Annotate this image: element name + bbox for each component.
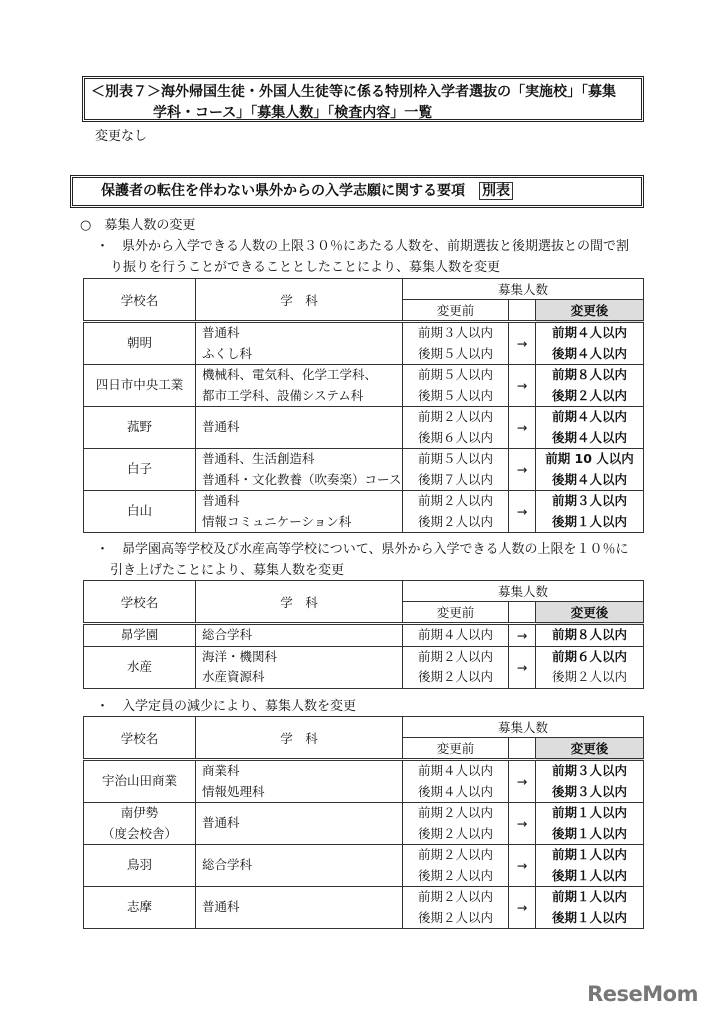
school-cell: [84, 365, 196, 407]
after-cell: [536, 887, 644, 929]
quota-before: 後期４人以内: [417, 783, 493, 799]
arrow-cell: [509, 845, 536, 887]
quota-after: 前期１人以内: [552, 889, 628, 904]
after-cell: [536, 322, 644, 365]
quota-before: 前期４人以内: [417, 627, 493, 642]
dept-name: 情報コミュニケーション科: [202, 513, 352, 529]
quota-after: 前期８人以内: [552, 627, 628, 642]
after-cell: [536, 760, 644, 803]
header-dept: 学 科: [196, 279, 403, 322]
school-cell: [84, 491, 196, 533]
school-cell: [84, 646, 196, 688]
quota-before: 前期２人以内: [417, 847, 493, 862]
quota-after: 前期１人以内: [552, 805, 628, 820]
before-cell: [403, 646, 509, 688]
table-row: [84, 365, 644, 407]
quota-after: 後期１人以内: [552, 867, 628, 883]
dept-cell: [196, 760, 403, 803]
dept-cell: [196, 803, 403, 845]
arrow-cell: [509, 760, 536, 803]
guideline-title: 保護者の転住を伴わない県外からの入学志願に関する要項: [101, 183, 465, 199]
section-heading: ○ 募集人数の変更: [80, 218, 196, 233]
quota-before: 前期２人以内: [417, 889, 493, 904]
arrow-cell: [509, 365, 536, 407]
quota-table-3: [83, 716, 644, 929]
header-arrow-spacer: [509, 602, 536, 624]
quota-after: 後期１人以内: [552, 513, 628, 529]
dept-name: 海洋・機関科: [202, 648, 278, 664]
school-cell: [84, 803, 196, 845]
quota-after: 前期３人以内: [552, 493, 628, 508]
school-name: 志摩: [126, 899, 152, 915]
school-name: 白子: [126, 461, 152, 477]
after-cell: [536, 407, 644, 449]
after-cell: [536, 365, 644, 407]
quota-after: 後期３人以内: [552, 783, 628, 799]
table-row: [84, 845, 644, 887]
quota-before: 後期２人以内: [417, 867, 493, 883]
quota-after: 後期１人以内: [552, 909, 628, 925]
before-cell: [403, 760, 509, 803]
school-name: 水産: [126, 658, 152, 674]
table-row: [84, 760, 644, 803]
dept-name: 普通科: [202, 419, 240, 435]
quota-before: 後期２人以内: [417, 825, 493, 841]
arrow-icon: →: [516, 659, 528, 675]
arrow-icon: →: [516, 462, 528, 477]
table-row: [84, 624, 644, 647]
before-cell: [403, 624, 509, 647]
dept-name: 普通科: [202, 493, 240, 508]
before-cell: [403, 887, 509, 929]
bullet2-line1: ・ 昴学園高等学校及び水産高等学校について、県外から入学できる人数の上限を１０％に: [96, 542, 629, 557]
school-name: 朝明: [126, 335, 152, 351]
arrow-icon: →: [516, 420, 528, 435]
header-arrow-spacer: [509, 738, 536, 760]
arrow-cell: [509, 803, 536, 845]
dept-cell: [196, 322, 403, 365]
header-before: 変更前: [403, 300, 509, 322]
header-quota: 募集人数: [403, 717, 644, 738]
dept-cell: [196, 449, 403, 491]
quota-before: 後期２人以内: [417, 669, 493, 684]
after-cell: [536, 449, 644, 491]
school-name: 昴学園: [120, 627, 159, 642]
header-row: [84, 717, 644, 738]
header-school: 学校名: [84, 279, 196, 322]
arrow-icon: →: [516, 900, 528, 915]
before-cell: [403, 845, 509, 887]
arrow-cell: [509, 624, 536, 647]
quota-table-2: [83, 580, 644, 689]
dept-cell: [196, 887, 403, 929]
guideline-title-box: [70, 175, 644, 208]
quota-after: 前期４人以内: [552, 409, 628, 424]
school-name: （度会校舎）: [101, 825, 177, 841]
header-quota: 募集人数: [403, 581, 644, 602]
quota-before: 後期７人以内: [417, 471, 493, 487]
header-dept: 学 科: [196, 717, 403, 760]
dept-name: 機械科、電気科、化学工学科、: [202, 367, 378, 382]
school-name: 菰野: [126, 419, 152, 435]
header-after: 変更後: [536, 602, 644, 624]
table-row: [84, 449, 644, 491]
school-cell: [84, 845, 196, 887]
before-cell: [403, 365, 509, 407]
header-row: [84, 279, 644, 300]
quota-before: 後期５人以内: [417, 387, 493, 403]
table-row: [84, 646, 644, 688]
header-school: 学校名: [84, 581, 196, 624]
arrow-icon: →: [516, 627, 528, 643]
school-name: 鳥羽: [126, 857, 152, 873]
bullet3-line1: ・ 入学定員の減少により、募集人数を変更: [96, 699, 357, 714]
quota-after: 前期４人以内: [552, 325, 628, 340]
no-change-note: 変更なし: [95, 129, 148, 144]
quota-after: 前期 10 人以内: [545, 451, 634, 466]
header-row: [84, 581, 644, 602]
dept-name: 普通科・文化教養（吹奏楽）コース: [202, 471, 402, 487]
quota-before: 後期２人以内: [417, 513, 493, 529]
school-cell: [84, 624, 196, 647]
before-cell: [403, 449, 509, 491]
arrow-icon: →: [516, 504, 528, 519]
dept-name: 情報処理科: [202, 783, 265, 799]
header-before: 変更前: [403, 738, 509, 760]
dept-name: 商業科: [202, 763, 240, 778]
school-name: 宇治山田商業: [101, 773, 177, 789]
appendix-7-title-line2: 学科・コース」「募集人数」「検査内容」一覧: [153, 105, 433, 121]
appendix-7-title-line1: ＜別表７＞海外帰国生徒・外国人生徒等に係る特別枠入学者選抜の「実施校」「募集: [91, 84, 616, 100]
quota-before: 前期２人以内: [417, 805, 493, 820]
header-after: 変更後: [536, 300, 644, 322]
arrow-cell: [509, 407, 536, 449]
table-row: [84, 322, 644, 365]
dept-cell: [196, 407, 403, 449]
school-cell: [84, 407, 196, 449]
dept-cell: [196, 646, 403, 688]
quota-before: 前期２人以内: [417, 493, 493, 508]
resemom-logo: ReseMom: [587, 982, 698, 1006]
arrow-icon: →: [516, 816, 528, 831]
header-school: 学校名: [84, 717, 196, 760]
quota-before: 後期６人以内: [417, 429, 493, 445]
quota-before: 前期４人以内: [417, 763, 493, 778]
after-cell: [536, 491, 644, 533]
arrow-icon: →: [516, 858, 528, 873]
quota-after: 後期２人以内: [552, 387, 628, 403]
dept-name: 総合学科: [202, 857, 253, 873]
dept-cell: [196, 365, 403, 407]
arrow-cell: [509, 887, 536, 929]
arrow-icon: →: [516, 336, 528, 351]
table-row: [84, 887, 644, 929]
school-cell: [84, 449, 196, 491]
quota-before: 後期２人以内: [417, 909, 493, 925]
school-cell: [84, 887, 196, 929]
table-row: [84, 407, 644, 449]
quota-after: 前期３人以内: [552, 763, 628, 778]
dept-name: 普通科: [202, 325, 240, 340]
dept-name: ふくし科: [202, 345, 253, 361]
header-arrow-spacer: [509, 300, 536, 322]
quota-before: 後期５人以内: [417, 345, 493, 361]
quota-before: 前期５人以内: [417, 367, 493, 382]
quota-before: 前期５人以内: [417, 451, 493, 466]
quota-after: 後期２人以内: [552, 669, 628, 684]
arrow-icon: →: [516, 378, 528, 393]
after-cell: [536, 803, 644, 845]
quota-before: 前期２人以内: [417, 648, 493, 664]
dept-name: 普通科: [202, 815, 240, 831]
quota-table-1: [83, 278, 644, 533]
after-cell: [536, 845, 644, 887]
quota-after: 後期１人以内: [552, 825, 628, 841]
dept-name: 都市工学科、設備システム科: [202, 387, 364, 403]
before-cell: [403, 407, 509, 449]
school-name: 南伊勢: [120, 805, 159, 820]
bullet1-line1: ・ 県外から入学できる人数の上限３０％にあたる人数を、前期選抜と後期選抜との間で割: [96, 239, 630, 254]
dept-name: 普通科: [202, 899, 240, 915]
table-row: [84, 491, 644, 533]
arrow-cell: [509, 449, 536, 491]
quota-before: 前期３人以内: [417, 325, 493, 340]
school-name: 四日市中央工業: [95, 377, 184, 393]
arrow-cell: [509, 491, 536, 533]
header-dept: 学 科: [196, 581, 403, 624]
school-name: 白山: [126, 503, 152, 519]
header-before: 変更前: [403, 602, 509, 624]
quota-before: 前期２人以内: [417, 409, 493, 424]
after-cell: [536, 624, 644, 647]
arrow-icon: →: [516, 774, 528, 789]
dept-cell: [196, 491, 403, 533]
header-after: 変更後: [536, 738, 644, 760]
quota-after: 前期６人以内: [552, 648, 628, 664]
arrow-cell: [509, 322, 536, 365]
after-cell: [536, 646, 644, 688]
dept-name: 普通科、生活創造科: [202, 451, 315, 466]
dept-name: 水産資源科: [202, 669, 265, 684]
arrow-cell: [509, 646, 536, 688]
dept-cell: [196, 624, 403, 647]
bullet2-line2: 引き上げたことにより、募集人数を変更: [110, 563, 345, 578]
quota-after: 後期４人以内: [552, 345, 628, 361]
school-cell: [84, 760, 196, 803]
quota-after: 後期４人以内: [552, 429, 628, 445]
header-quota: 募集人数: [403, 279, 644, 300]
before-cell: [403, 803, 509, 845]
school-cell: [84, 322, 196, 365]
dept-cell: [196, 845, 403, 887]
bullet1-line2: り振りを行うことができることとしたことにより、募集人数を変更: [110, 260, 501, 275]
quota-after: 前期８人以内: [552, 367, 628, 382]
table-row: [84, 803, 644, 845]
quota-after: 後期４人以内: [552, 471, 628, 487]
appendix-7-title-box: [82, 76, 644, 122]
dept-name: 総合学科: [202, 627, 253, 642]
appendix-tag: 別表: [479, 182, 513, 200]
before-cell: [403, 491, 509, 533]
before-cell: [403, 322, 509, 365]
quota-after: 前期１人以内: [552, 847, 628, 862]
